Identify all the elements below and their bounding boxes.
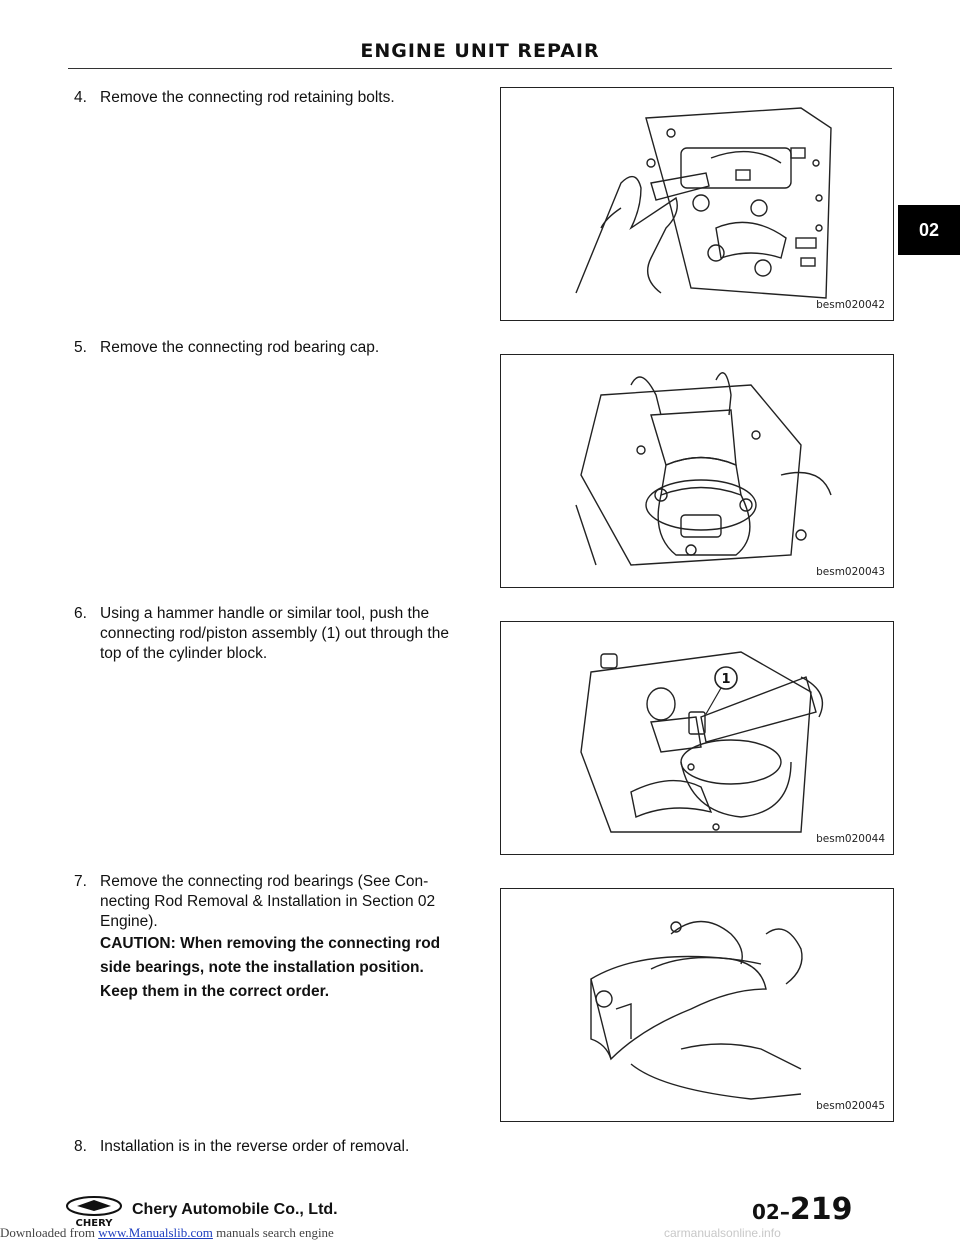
figure-bearing-cap bbox=[500, 354, 894, 588]
step-text: top of the cylinder block. bbox=[100, 645, 268, 662]
download-suffix: manuals search engine bbox=[216, 1225, 334, 1240]
step-4 bbox=[74, 88, 466, 108]
callout-1: 1 bbox=[721, 672, 731, 687]
step-number: 6. bbox=[74, 605, 87, 622]
download-prefix: Downloaded from bbox=[0, 1225, 95, 1240]
page-number-value: 219 bbox=[789, 1192, 853, 1227]
figure-code: besm020043 bbox=[816, 566, 885, 578]
step-text: connecting rod/piston assembly (1) out through the bbox=[100, 625, 449, 642]
rod-bolts-illustration bbox=[501, 88, 895, 322]
footer-company: Chery Automobile Co., Ltd. bbox=[132, 1201, 338, 1218]
figure-rod-bearings bbox=[500, 888, 894, 1122]
page-title: ENGINE UNIT REPAIR bbox=[360, 40, 600, 62]
step-text: Remove the connecting rod bearing cap. bbox=[100, 339, 380, 356]
step-number: 7. bbox=[74, 873, 87, 890]
step-text: Using a hammer handle or similar tool, push the bbox=[100, 605, 430, 622]
rod-bearings-illustration bbox=[501, 889, 895, 1123]
header-divider bbox=[68, 68, 892, 69]
step-number: 8. bbox=[74, 1138, 87, 1155]
step-5 bbox=[74, 338, 466, 358]
watermark: carmanualsonline.info bbox=[664, 1226, 781, 1240]
step-text: Remove the connecting rod retaining bolts. bbox=[100, 89, 395, 106]
figure-piston-pushout bbox=[500, 621, 894, 855]
step-8 bbox=[74, 1137, 466, 1157]
step-number: 4. bbox=[74, 89, 87, 106]
logo-text: CHERY bbox=[75, 1218, 113, 1228]
step-text: necting Rod Removal & Installation in Section 02 bbox=[100, 893, 436, 910]
step-text: Remove the connecting rod bearings (See Con- bbox=[100, 873, 429, 890]
section-number: 02– bbox=[752, 1200, 790, 1224]
step-6 bbox=[74, 604, 466, 664]
section-tab: 02 bbox=[898, 205, 960, 255]
chery-logo bbox=[62, 1196, 126, 1228]
step-7 bbox=[74, 872, 466, 1004]
piston-pushout-illustration bbox=[501, 622, 895, 856]
caution-text: Keep them in the correct order. bbox=[100, 983, 330, 1000]
step-text: Installation is in the reverse order of removal. bbox=[100, 1138, 410, 1155]
step-number: 5. bbox=[74, 339, 87, 356]
bearing-cap-illustration bbox=[501, 355, 895, 589]
figure-code: besm020045 bbox=[816, 1100, 885, 1112]
page-number bbox=[752, 1192, 852, 1227]
figure-code: besm020044 bbox=[816, 833, 885, 845]
manualslib-link[interactable]: www.Manualslib.com bbox=[98, 1225, 213, 1240]
figure-code: besm020042 bbox=[816, 299, 885, 311]
step-text: Engine). bbox=[100, 913, 158, 930]
caution-text: CAUTION: When removing the connecting rod bbox=[100, 935, 441, 952]
figure-rod-bolts bbox=[500, 87, 894, 321]
download-bar bbox=[0, 1225, 334, 1241]
caution-text: side bearings, note the installation position. bbox=[100, 959, 424, 976]
